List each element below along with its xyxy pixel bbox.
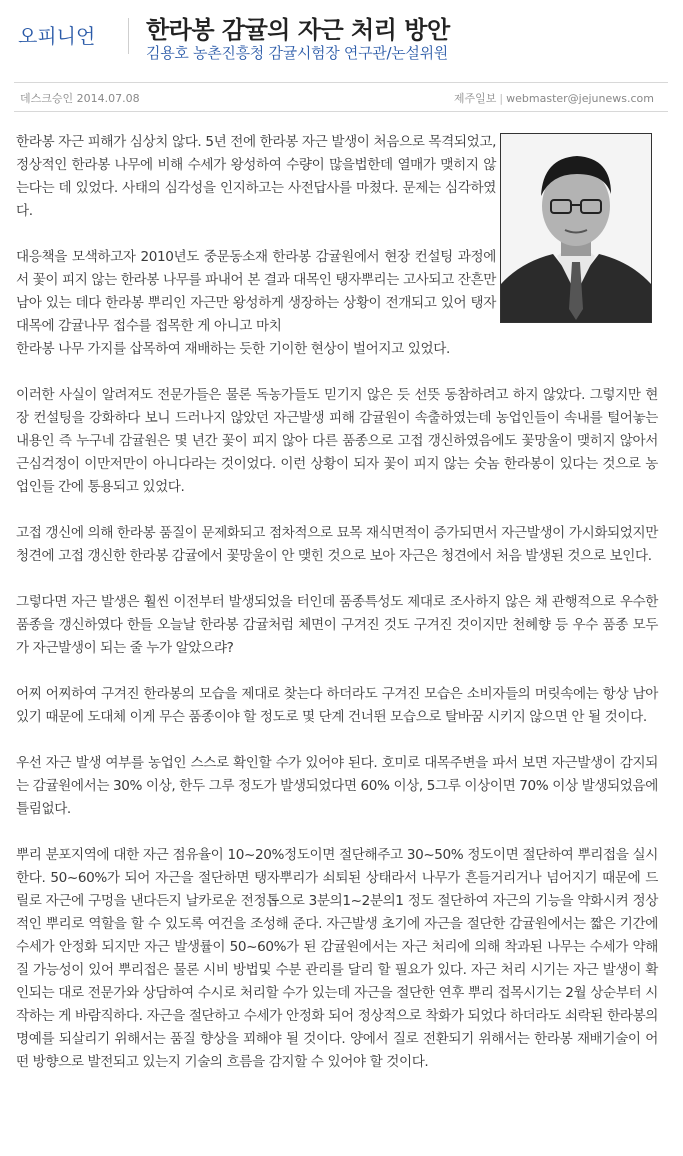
separator: | [499,92,504,105]
paragraph: 한라봉 자근 피해가 심상치 않다. 5년 전에 한라봉 자근 발생이 처음으로 목격되었고, 정상적인 한라봉 나무에 비해 수세가 왕성하여 수량이 많을법한데 열매가 맺히지 않는다는 데 있었다. 사태의 심각성을 인지하고는 사전답사를 마쳤다. 문제는 심각하였다. [16,134,496,219]
article-header [0,0,683,80]
paragraph: 뿌리 분포지역에 대한 자근 점유율이 10~20%정도이면 절단해주고 30~50% 정도이면 절단하여 뿌리접을 실시한다. 50~60%가 되어 자근을 절단하면 탱자뿌리가 쇠퇴된 상태라서 나무가 흔들거리거나 넘어지기 때문에 드릴로 자근에 구멍을 낸다든지 날카로운 전정톱으로 3분의1~2분의1 정도 절단하여 자근의 기능을 약화시켜 정상적인 뿌리로 역할을 할 수 있도록 여건을 조성해 준다. 자근발생 초기에 자근을 절단한 감귤원에서는 짧은 기간에 수세가 안정화 되지만 자근 발생률이 50~60%가 된 감귤원에서는 자근 처리에 의해 착과된 나무는 수세가 약해질 가능성이 있어 뿌리접은 물론 시비 방법및 수분 관리를 달리 할 필요가 있다. 자근 처리 시기는 자근 발생이 확인되는 대로 전문가와 상담하여 수시로 처리할 수가 있는데 자근을 절단한 연후 뿌리 접목시기는 2월 상순부터 시작하는 게 바람직하다. 자근을 절단하고 수세가 안정화 되어 정상적으로 착화가 되었다 하더라도 쇠락된 한라봉의 명예를 되살리기 위해서는 품질 향상을 꾀해야 될 것이다. 양에서 질로 전환되기 위해서는 한라봉 재배기술이 어떤 방향으로 발전되고 있는지 기술의 흐름을 감지할 수 있어야 할 것이다. [16,847,658,1070]
desk-approval-date: 데스크승인 2014.07.08 [20,92,140,105]
paragraph: 이러한 사실이 알려져도 전문가들은 물론 독농가들도 믿기지 않은 듯 선뜻 동참하려고 하지 않았다. 그렇지만 현장 컨설팅을 강화하다 보니 드러나지 않았던 자근발생 피해 감귤원이 속출하였는데 농업인들이 속내를 털어놓는 내용인 즉 누구네 감귤원은 몇 년간 꽃이 피지 않아 다른 품종으로 고접 갱신하였음에도 꽃망울이 맺히지 않아서 근심걱정이 이만저만이 아니다라는 것이었다. 이런 상황이 되자 꽃이 피지 않는 숫놈 한라봉이 있다는 것으로 농업인들 간에 통용되고 있었다. [16,387,658,495]
paragraph: 우선 자근 발생 여부를 농업인 스스로 확인할 수가 있어야 된다. 호미로 대목주변을 파서 보면 자근발생이 감지되는 감귤원에서는 30% 이상, 한두 그루 정도가 발생되었다면 60% 이상, 5그루 이상이면 70% 이상 발생되었음에 틀림없다. [16,755,658,817]
paragraph: 고접 갱신에 의해 한라봉 품질이 문제화되고 점차적으로 묘목 재식면적이 증가되면서 자근발생이 가시화되었지만 청견에 고접 갱신한 한라봉 감귤에서 꽃망울이 안 맺힌 것으로 보아 자근은 청견에서 처음 발생된 것으로 보인다. [16,525,658,564]
section-label[interactable]: 오피니언 [18,18,129,54]
publisher-email[interactable]: webmaster@jejunews.com [506,92,654,105]
meta-bar [14,82,668,112]
paragraph: 어찌 어찌하여 구겨진 한라봉의 모습을 제대로 찾는다 하더라도 구겨진 모습은 소비자들의 머릿속에는 항상 남아 있기 때문에 도대체 이게 무슨 품종이야 할 정도로 몇 단계 건너뛴 모습으로 탈바꿈 시키지 않으면 안 될 것이다. [16,686,658,725]
article-headline: 한라봉 감귤의 자근 처리 방안 [146,15,450,44]
article-body [16,131,658,1097]
article-byline: 김용호 농촌진흥청 감귤시험장 연구관/논설위원 [146,44,448,62]
paragraph: 한라봉 나무 가지를 삽목하여 재배하는 듯한 기이한 현상이 벌어지고 있었다. [16,341,450,357]
publisher-info [454,90,654,106]
paragraph: 대응책을 모색하고자 2010년도 중문동소재 한라봉 감귤원에서 현장 컨설팅 과정에서 꽃이 피지 않는 한라봉 나무를 파내어 본 결과 대목인 탱자뿌리는 고사되고 잔흔만 남아 있는 데다 한라봉 뿌리인 자근만 왕성하게 생장하는 상황이 전개되고 있어 탱자대목에 감귤나무 접수를 접목한 게 아니고 마치 [16,249,496,334]
paragraph: 그렇다면 자근 발생은 훨씬 이전부터 발생되었을 터인데 품종특성도 제대로 조사하지 않은 채 관행적으로 우수한 품종을 갱신하였다 한들 오늘날 한라봉 감귤처럼 체면이 구겨진 것도 구겨진 것이지만 천혜향 등 우수 품종 모두가 자근발생이 되는 줄 누가 알았으랴? [16,594,658,656]
publisher-name: 제주일보 [453,92,497,105]
